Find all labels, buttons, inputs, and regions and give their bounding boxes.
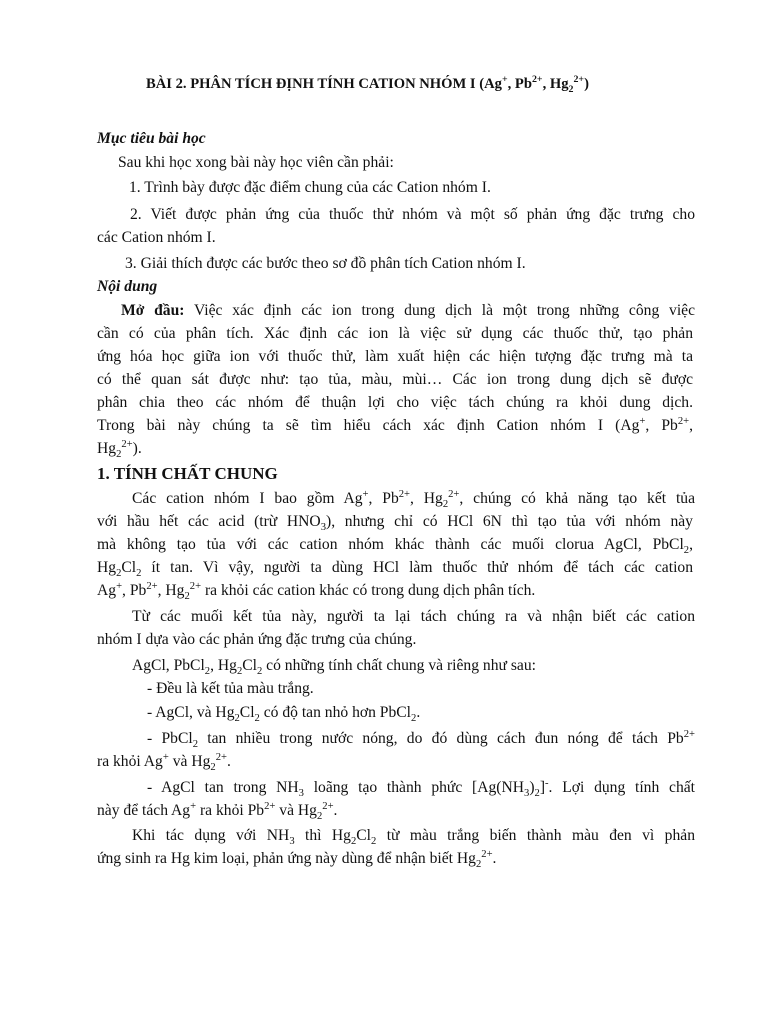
page-title: BÀI 2. PHÂN TÍCH ĐỊNH TÍNH CATION NHÓM I (Ag+, $Pb^{2+}$, $Hg_2^{2+}$) [146,74,589,95]
bullet-3: - PbCl$_2$ tan nhiều trong nước nóng, do đó dùng cách đun nóng để tách $Pb^{2+}$ [147,728,695,751]
p4-line-2: ứng sinh ra Hg kim loại, phản ứng này dùng để nhận biết $Hg_2^{2+}$. [97,848,497,871]
section-heading: 1. TÍNH CHẤT CHUNG [97,464,278,483]
intro-line-5: phân chia theo các nhóm để thuận lợi cho việc tách chúng ra khỏi dung dịch. [97,394,693,411]
objective-item-2-cont: các Cation nhóm I. [97,229,216,246]
p1-line-4: $Hg_2Cl_2$ ít tan. Vì vậy, người ta dùng HCl làm thuốc thử nhóm để tách các cation [97,559,693,580]
bullet-4: - AgCl tan trong $NH_3$ loãng tạo thành phức $[Ag(NH_3)_2]^-$. Lợi dụng tính chất [147,777,695,800]
objectives-intro: Sau khi học xong bài này học viên cần phải: [118,154,394,171]
p3-line: AgCl, PbCl$_2$, $Hg_2Cl_2$ có những tính chất chung và riêng như sau: [132,657,536,678]
p1-line-1: Các cation nhóm I bao gồm Ag+, $Pb^{2+}$, $Hg_2^{2+}$, chúng có khả năng tạo kết tủa [132,488,695,511]
bullet-1: - Đều là kết tủa màu trắng. [147,680,314,697]
p1-line-2: với hầu hết các acid (trừ $HNO_3$), nhưng chỉ có HCl 6N thì tạo tủa với nhóm này [97,513,693,534]
intro-line-2: cần có của phân tích. Xác định các ion là việc sử dụng các thuốc thử, tạo phản [97,325,693,342]
objectives-heading: Mục tiêu bài học [97,130,206,147]
p4-line-1: Khi tác dụng với $NH_3$ thì $Hg_2Cl_2$ từ màu trắng biến thành màu đen vì phản [132,827,695,848]
objective-item-2: 2. Viết được phản ứng của thuốc thử nhóm và một số phản ứng đặc trưng cho [130,206,695,223]
intro-line-3: ứng hóa học giữa ion với thuốc thử, làm xuất hiện các hiện tượng đặc trưng mà ta [97,348,693,365]
objective-item-1: 1. Trình bày được đặc điểm chung của các Cation nhóm I. [129,179,491,196]
content-heading: Nội dung [97,278,158,295]
p1-line-5: Ag+, $Pb^{2+}$, $Hg_2^{2+}$ ra khỏi các cation khác có trong dung dịch phân tích. [97,580,536,603]
bullet-4-cont: này để tách Ag+ ra khỏi $Pb^{2+}$ và $Hg_2^{2+}$. [97,800,338,823]
p1-line-3: mà không tạo tủa với các cation nhóm khác thành các muối clorua AgCl, PbCl$_2$, [97,536,693,557]
intro-line-4: có thể quan sát được như: tạo tủa, màu, mùi… Các ion trong dung dịch sẽ được [97,371,693,388]
intro-line-7: $Hg_2^{2+}$). [97,438,142,461]
bullet-2: - AgCl, và $Hg_2Cl_2$ có độ tan nhỏ hơn PbCl$_2$. [147,704,421,725]
intro-line-6: Trong bài này chúng ta sẽ tìm hiểu cách xác định Cation nhóm I (Ag+, $Pb^{2+}$, [97,415,693,434]
intro-line-1: Mở đầu: Việc xác định các ion trong dung dịch là một trong những công việc [121,302,696,319]
p2-line-1: Từ các muối kết tủa này, người ta lại tách chúng ra và nhận biết các cation [132,608,695,625]
bullet-3-cont: ra khỏi Ag+ và $Hg_2^{2+}$. [97,751,231,774]
p2-line-2: nhóm I dựa vào các phản ứng đặc trưng của chúng. [97,631,417,648]
objective-item-3: 3. Giải thích được các bước theo sơ đồ phân tích Cation nhóm I. [125,255,526,272]
